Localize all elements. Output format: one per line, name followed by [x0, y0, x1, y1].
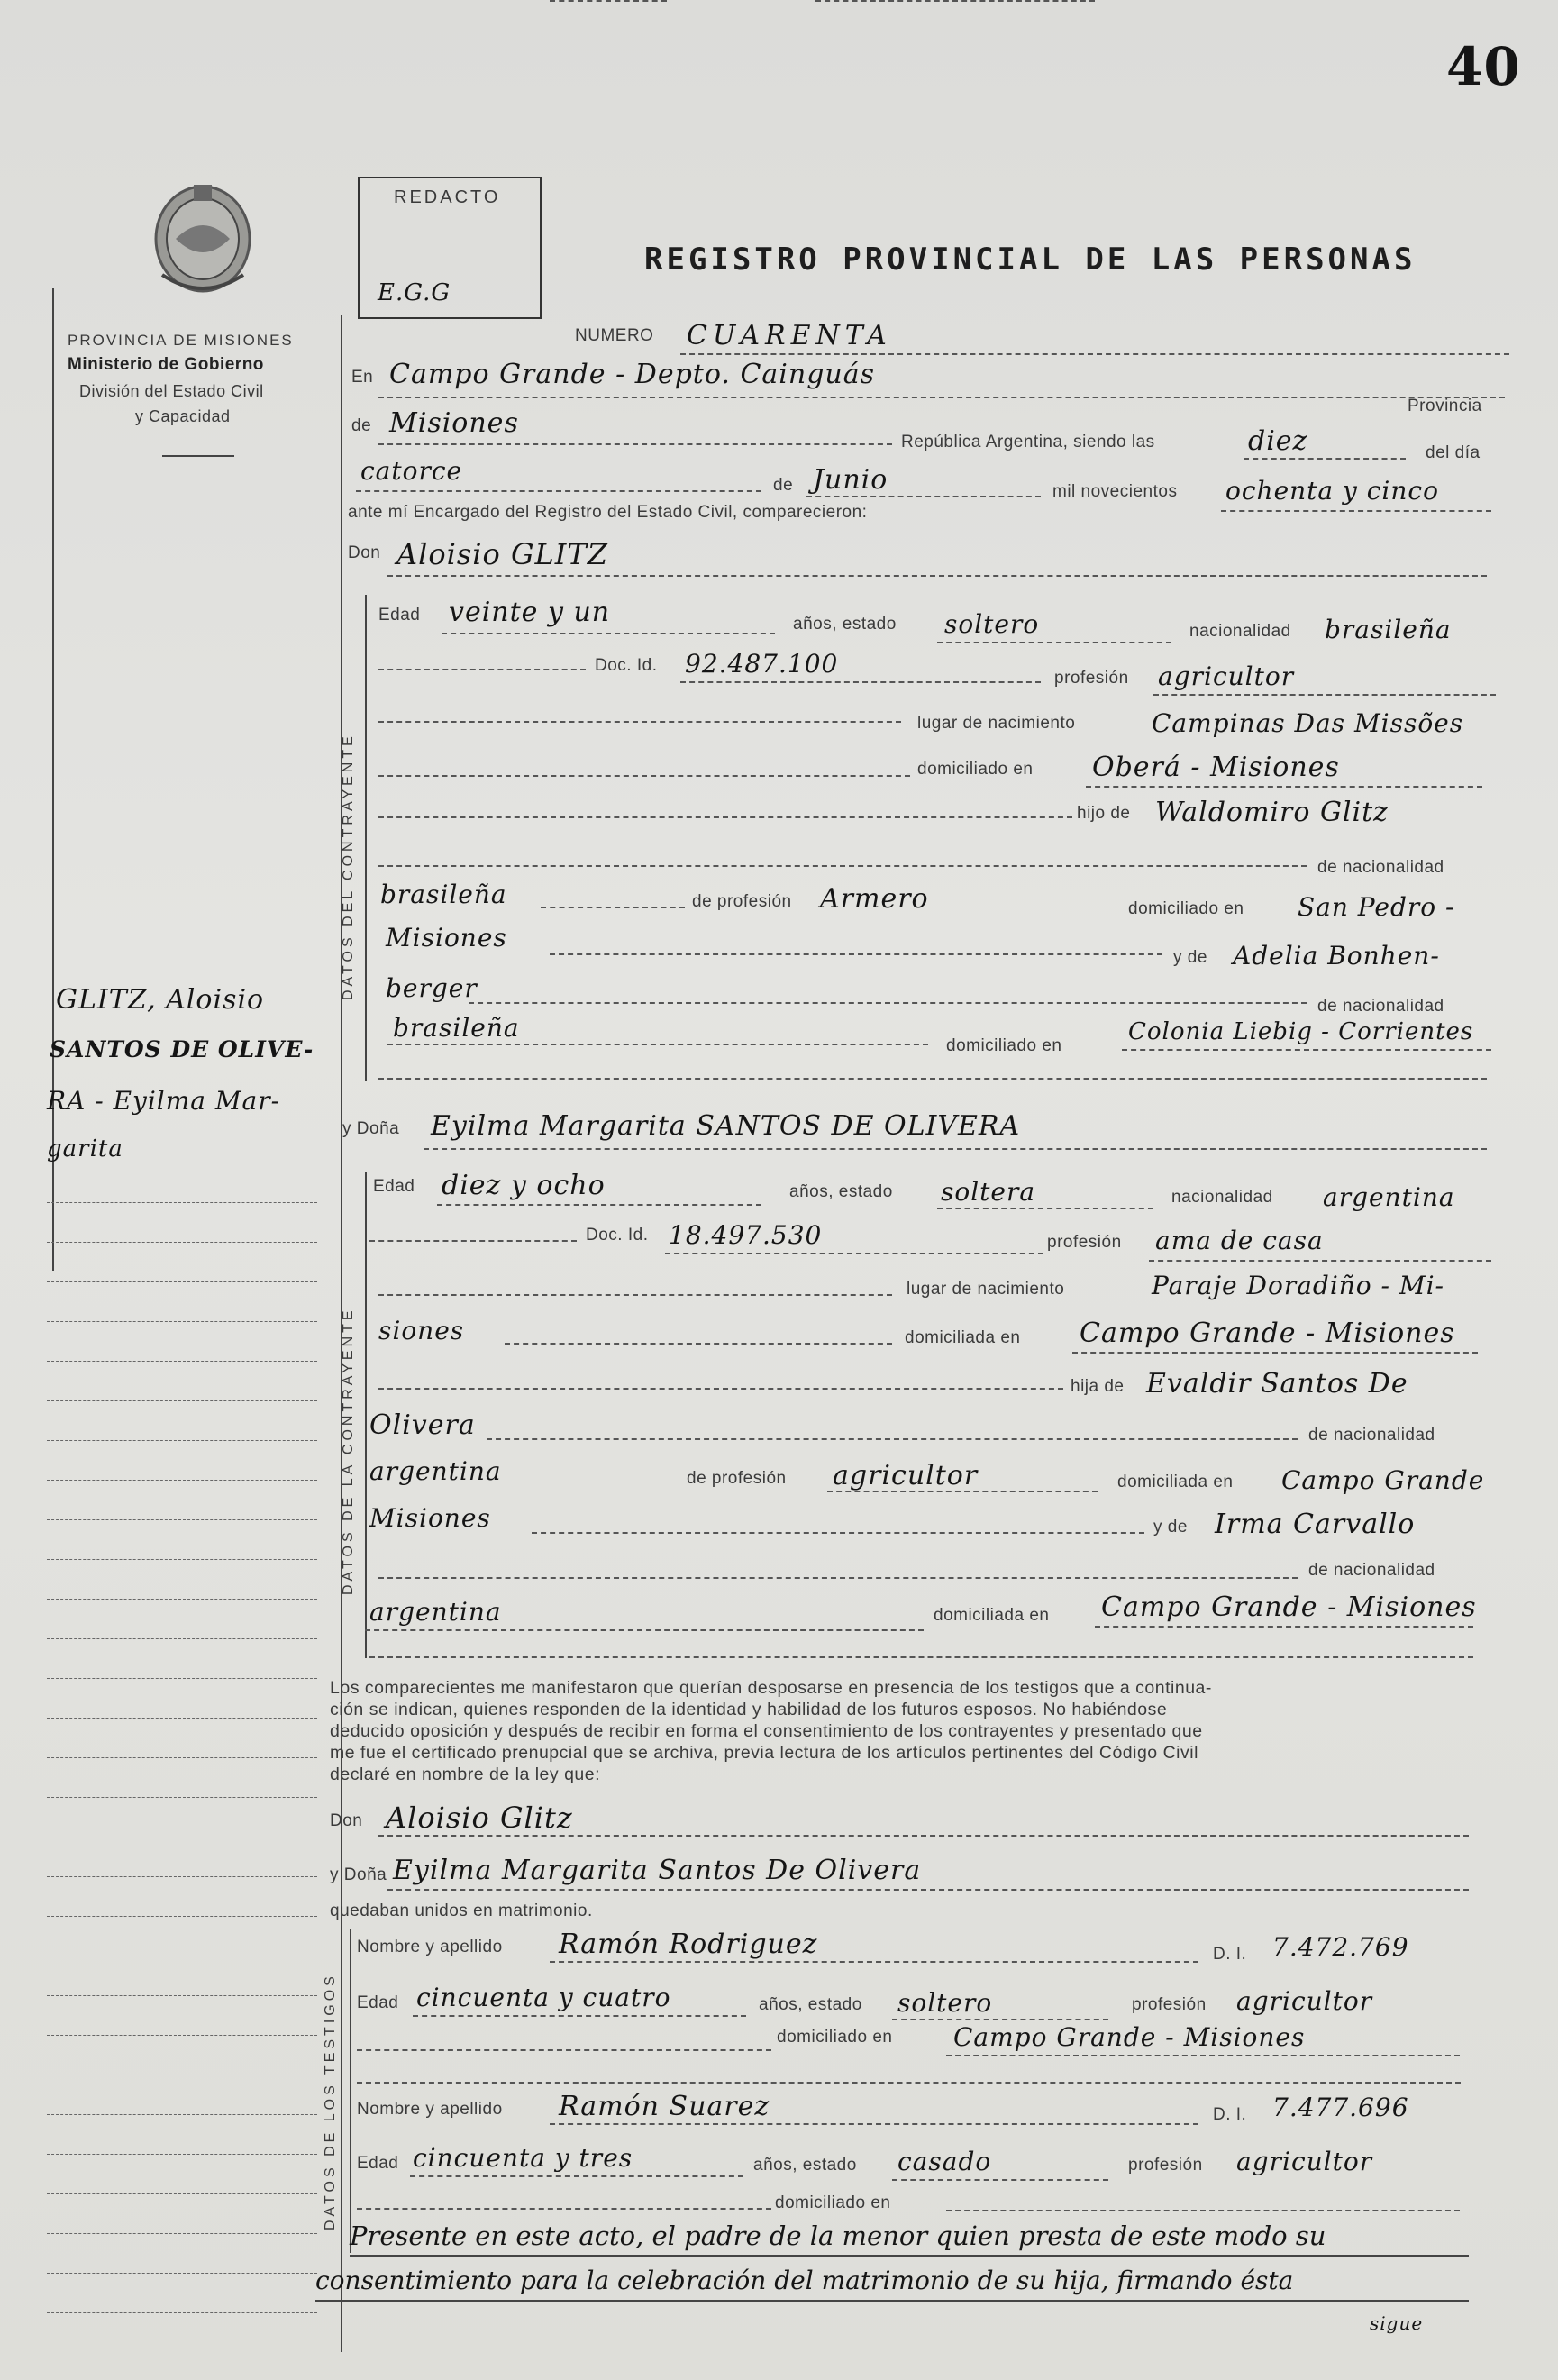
t2-estado: casado	[897, 2147, 992, 2176]
declaration-line-4: me fue el certificado prenupcial que se archiva, previa lectura de los artículos pertinentes del Código Civil	[330, 1743, 1198, 1763]
profesion-label: profesión	[1054, 669, 1129, 688]
contrayente-edad: veinte y un	[449, 597, 611, 628]
contrayente2-doc: 18.497.530	[669, 1220, 823, 1250]
margin-rule	[47, 1995, 317, 1996]
lugar-nac-label: lugar de nacimiento	[917, 714, 1076, 733]
rule	[387, 575, 1487, 577]
rule	[365, 1629, 924, 1631]
testigos-rule	[350, 1929, 351, 2253]
margin-rule	[47, 1440, 317, 1441]
margin-rule	[47, 1400, 317, 1401]
t1-nombre: Ramón Rodriguez	[559, 1929, 818, 1960]
decl-don-label: Don	[330, 1811, 363, 1830]
margin-rule	[47, 2114, 317, 2115]
hija-label: hija de	[1071, 1377, 1125, 1396]
t1-di: 7.472.769	[1272, 1932, 1409, 1962]
t1-edad: cincuenta y cuatro	[416, 1983, 671, 2012]
redacto-box	[358, 177, 542, 319]
nota-line-2: consentimiento para la celebración del matrimonio de su hija, firmando ésta	[315, 2266, 1294, 2295]
margin-note-line-2: SANTOS DE OLIVE-	[50, 1036, 314, 1062]
rule	[424, 1148, 1487, 1150]
contrayente2-nacionalidad: argentina	[1323, 1182, 1455, 1212]
padre-nombre: Waldomiro Glitz	[1155, 797, 1389, 828]
rule	[1149, 1260, 1491, 1262]
contrayente-side-label: DATOS DEL CONTRAYENTE	[341, 733, 356, 1000]
margin-rule	[47, 1361, 317, 1362]
rule	[827, 1491, 1098, 1492]
rule	[357, 2208, 771, 2210]
margin-rule	[47, 1321, 317, 1322]
rule	[892, 2179, 1108, 2181]
rule	[505, 1343, 892, 1345]
rule	[1095, 1626, 1473, 1628]
edad-label: Edad	[378, 606, 421, 625]
block-rule	[365, 595, 367, 1081]
en-label: En	[351, 368, 374, 387]
nota-underline-2	[315, 2300, 1469, 2302]
rule	[1086, 786, 1482, 788]
rule	[806, 496, 1041, 497]
contrayente2-profesion: ama de casa	[1155, 1226, 1324, 1255]
contrayente-nombre: Aloisio GLITZ	[396, 537, 608, 571]
rule	[1153, 694, 1496, 696]
margin-rule	[47, 1202, 317, 1203]
y-de-fem-label: y de	[1153, 1518, 1188, 1537]
testigos-side-label: DATOS DE LOS TESTIGOS	[323, 1973, 338, 2230]
margin-rule	[47, 2193, 317, 2194]
t2-edad: cincuenta y tres	[413, 2143, 633, 2173]
contrayente-doc: 92.487.100	[685, 649, 839, 679]
contrayente2-lugar-2: siones	[378, 1316, 465, 1345]
y-de-label: y de	[1173, 948, 1207, 967]
de-label: de	[351, 416, 372, 435]
t1-profesion: agricultor	[1236, 1986, 1373, 2016]
madre-nacionalidad: brasileña	[393, 1013, 520, 1043]
t1-domicilio-label: domiciliado en	[777, 2028, 893, 2047]
rule	[378, 1577, 1298, 1579]
decl-dona: Eyilma Margarita Santos De Olivera	[393, 1855, 922, 1886]
madre2-domicilio-label: domiciliada en	[934, 1606, 1050, 1625]
ministry-label: Ministerio de Gobierno	[68, 355, 264, 374]
lugar2-label: lugar de nacimiento	[907, 1280, 1065, 1299]
anos2-label: años, estado	[789, 1182, 893, 1201]
rule	[665, 1253, 1043, 1254]
numero-value: CUARENTA	[687, 320, 892, 351]
don-label: Don	[348, 543, 381, 562]
rule	[413, 2015, 746, 2017]
rule	[680, 681, 1041, 683]
t1-di-label: D. I.	[1213, 1945, 1247, 1964]
rule	[442, 633, 775, 634]
anos-label: años, estado	[793, 615, 897, 634]
margin-rule	[47, 1876, 317, 1877]
contrayente-estado: soltero	[944, 609, 1040, 639]
rule	[378, 1294, 892, 1296]
sigue-mark: sigue	[1370, 2312, 1424, 2334]
rule	[437, 1204, 761, 1206]
republica-label: República Argentina, siendo las	[901, 433, 1155, 451]
rule	[369, 1240, 577, 1242]
margin-note-line-3: RA - Eyilma Mar-	[47, 1086, 281, 1116]
padre2-domicilio-2: Misiones	[369, 1503, 491, 1533]
rule	[410, 2175, 743, 2177]
rule	[550, 2123, 1198, 2125]
padre2-nacionalidad: argentina	[369, 1456, 502, 1486]
padre2-nombre: Evaldir Santos De	[1146, 1368, 1408, 1400]
document-title: REGISTRO PROVINCIAL DE LAS PERSONAS	[644, 242, 1417, 278]
margin-rule	[47, 1559, 317, 1560]
decl-dona-label: y Doña	[330, 1865, 387, 1884]
de-nacionalidad-label-2: de nacionalidad	[1317, 997, 1444, 1016]
margin-rule	[47, 1480, 317, 1481]
del-dia-label: del día	[1426, 443, 1481, 462]
province-label: PROVINCIA DE MISIONES	[68, 332, 294, 349]
margin-rule	[47, 1638, 317, 1639]
rule	[378, 775, 910, 777]
margin-rule	[47, 1916, 317, 1917]
rule	[680, 353, 1509, 355]
rule	[550, 0, 667, 2]
margin-rule	[47, 1797, 317, 1798]
rule	[541, 907, 685, 908]
rule	[378, 1078, 1487, 1080]
rule	[946, 2210, 1460, 2211]
padre-domicilio: San Pedro -	[1298, 892, 1455, 922]
rule	[487, 1438, 1298, 1440]
doc2-label: Doc. Id.	[586, 1226, 649, 1245]
domicilio2-label: domiciliado en	[1128, 899, 1244, 918]
margin-note-line-4: garita	[47, 1135, 123, 1163]
provincia-value: Misiones	[389, 407, 519, 439]
margin-rule	[47, 1242, 317, 1243]
madre-nombre: Adelia Bonhen-	[1233, 941, 1440, 971]
rule	[378, 1388, 1063, 1390]
t1-profesion-label: profesión	[1132, 1995, 1207, 2014]
margin-rule	[47, 1718, 317, 1719]
hijo-label: hijo de	[1077, 804, 1131, 823]
rule	[387, 1889, 1469, 1891]
contrayente-nacionalidad: brasileña	[1325, 615, 1452, 644]
decl-don: Aloisio Glitz	[386, 1801, 573, 1835]
contrayente2-lugar: Paraje Doradiño - Mi-	[1152, 1271, 1445, 1300]
rule	[387, 1044, 928, 1045]
provincial-seal	[144, 176, 261, 297]
margin-rule	[47, 2273, 317, 2274]
domicilio2-fem-label: domiciliada en	[905, 1328, 1021, 1347]
padre2-profesion: agricultor	[833, 1460, 979, 1491]
t1-nombre-label: Nombre y apellido	[357, 1938, 503, 1956]
margin-rule	[47, 1757, 317, 1758]
de-nacionalidad-label: de nacionalidad	[1317, 858, 1444, 877]
contrayente2-nombre: Eyilma Margarita SANTOS DE OLIVERA	[431, 1110, 1021, 1142]
t2-anos-label: años, estado	[753, 2156, 857, 2175]
divider	[162, 455, 234, 457]
rule	[532, 1532, 1144, 1534]
de-nacionalidad-fem-label-2: de nacionalidad	[1308, 1561, 1435, 1580]
de-mes-label: de	[773, 476, 794, 495]
contrayente2-domicilio: Campo Grande - Misiones	[1080, 1318, 1455, 1349]
edad2-label: Edad	[373, 1177, 415, 1196]
rule	[815, 0, 1095, 2]
rule	[892, 2019, 1108, 2020]
padre-domicilio-2: Misiones	[386, 923, 507, 953]
de-profesion-fem-label: de profesión	[687, 1469, 787, 1488]
mes-value: Junio	[813, 464, 888, 496]
t2-nombre: Ramón Suarez	[559, 2091, 770, 2122]
domicilio-label: domiciliado en	[917, 760, 1034, 779]
nota-underline-1	[350, 2255, 1469, 2257]
declaration-line-5: declaré en nombre de la ley que:	[330, 1764, 601, 1784]
profesion2-label: profesión	[1047, 1233, 1122, 1252]
margin-rule	[47, 2035, 317, 2036]
redacto-label: REDACTO	[394, 187, 501, 207]
madre-domicilio-label: domiciliado en	[946, 1036, 1062, 1055]
margin-rule	[47, 1281, 317, 1282]
rule	[937, 1208, 1153, 1209]
t2-di-label: D. I.	[1213, 2105, 1247, 2124]
t1-estado: soltero	[897, 1988, 993, 2018]
contrayente-lugar: Campinas Das Missões	[1152, 708, 1464, 738]
madre2-nacionalidad: argentina	[369, 1597, 502, 1627]
division-label-2: y Capacidad	[135, 407, 231, 425]
nota-line-1: Presente en este acto, el padre de la menor quien presta de este modo su	[350, 2220, 1326, 2251]
t1-anos-label: años, estado	[759, 1995, 862, 2014]
rule	[937, 642, 1171, 643]
t2-profesion: agricultor	[1236, 2147, 1373, 2176]
madre-domicilio: Colonia Liebig - Corrientes	[1128, 1018, 1474, 1045]
margin-note-line-1: GLITZ, Aloisio	[56, 984, 265, 1016]
margin-rule	[47, 1599, 317, 1600]
rule	[1122, 1049, 1491, 1051]
rule	[378, 443, 892, 445]
de-profesion-label: de profesión	[692, 892, 792, 911]
rule	[1244, 458, 1406, 460]
t1-edad-label: Edad	[357, 1993, 399, 2012]
madre-nombre-2: berger	[386, 973, 478, 1003]
redacto-value: E.G.G	[378, 279, 451, 306]
doc-label: Doc. Id.	[595, 656, 658, 675]
margin-rule	[47, 2312, 317, 2313]
rule	[369, 1656, 1473, 1658]
quedaban-label: quedaban unidos en matrimonio.	[330, 1901, 593, 1920]
lugar-value: Campo Grande - Depto. Cainguás	[389, 359, 876, 390]
provincia-label: Provincia	[1408, 397, 1482, 415]
contrayente2-edad: diez y ocho	[442, 1170, 606, 1201]
rule	[356, 490, 761, 492]
padre2-nombre-2: Olivera	[369, 1409, 476, 1441]
mil-label: mil novecientos	[1052, 482, 1178, 501]
page-number: 40	[1446, 36, 1521, 97]
rule	[1221, 510, 1491, 512]
t2-nombre-label: Nombre y apellido	[357, 2100, 503, 2119]
ante-label: ante mí Encargado del Registro del Estado Civil, comparecieron:	[348, 503, 868, 522]
rule	[946, 2055, 1460, 2056]
madre2-domicilio: Campo Grande - Misiones	[1101, 1591, 1477, 1623]
padre2-domicilio: Campo Grande	[1281, 1465, 1485, 1495]
madre2-nombre: Irma Carvallo	[1215, 1509, 1416, 1540]
padre-nacionalidad: brasileña	[380, 880, 507, 909]
margin-rule	[47, 1519, 317, 1520]
numero-label: NUMERO	[575, 326, 654, 345]
rule	[378, 669, 586, 670]
rule	[378, 397, 1505, 398]
margin-rule	[47, 1678, 317, 1679]
padre-profesion: Armero	[820, 883, 929, 915]
nacionalidad2-label: nacionalidad	[1171, 1188, 1273, 1207]
rule	[378, 816, 1072, 818]
contrayente2-side-label: DATOS DE LA CONTRAYENTE	[341, 1307, 356, 1595]
declaration-line-3: deducido oposición y después de recibir en forma el consentimiento de los contrayentes y presentado que	[330, 1721, 1203, 1741]
margin-rule	[47, 2154, 317, 2155]
division-label: División del Estado Civil	[79, 382, 264, 400]
t2-di: 7.477.696	[1272, 2093, 1409, 2122]
rule	[550, 1961, 1198, 1963]
t2-profesion-label: profesión	[1128, 2156, 1203, 2175]
rule	[357, 2082, 1461, 2084]
t2-edad-label: Edad	[357, 2154, 399, 2173]
declaration-line-2: ción se indican, quienes responden de la identidad y habilidad de los futuros esposos. No habiéndose	[330, 1700, 1168, 1719]
t2-domicilio-label: domiciliado en	[775, 2193, 891, 2212]
rule	[378, 865, 1307, 867]
de-nacionalidad-fem-label: de nacionalidad	[1308, 1426, 1435, 1445]
rule	[357, 2049, 771, 2051]
contrayente2-estado: soltera	[941, 1177, 1036, 1207]
rule	[378, 1835, 1469, 1837]
t1-domicilio: Campo Grande - Misiones	[953, 2022, 1306, 2052]
rule	[550, 953, 1162, 955]
contrayente-domicilio: Oberá - Misiones	[1092, 752, 1340, 783]
rule	[378, 721, 901, 723]
block-rule-2	[365, 1172, 367, 1658]
dia-value: catorce	[360, 456, 463, 486]
left-margin-rule	[52, 288, 54, 1271]
y-dona-label: y Doña	[342, 1119, 400, 1138]
rule	[1072, 1352, 1478, 1354]
margin-rule	[47, 2233, 317, 2234]
nacionalidad-label: nacionalidad	[1189, 622, 1291, 641]
hora-value: diez	[1248, 425, 1308, 457]
rule	[469, 1002, 1307, 1004]
anio-value: ochenta y cinco	[1225, 476, 1439, 506]
contrayente-profesion: agricultor	[1158, 661, 1295, 691]
domicilio-padre2-label: domiciliada en	[1117, 1473, 1234, 1491]
declaration-line-1: Los comparecientes me manifestaron que querían desposarse en presencia de los testigos que a continua-	[330, 1678, 1212, 1698]
